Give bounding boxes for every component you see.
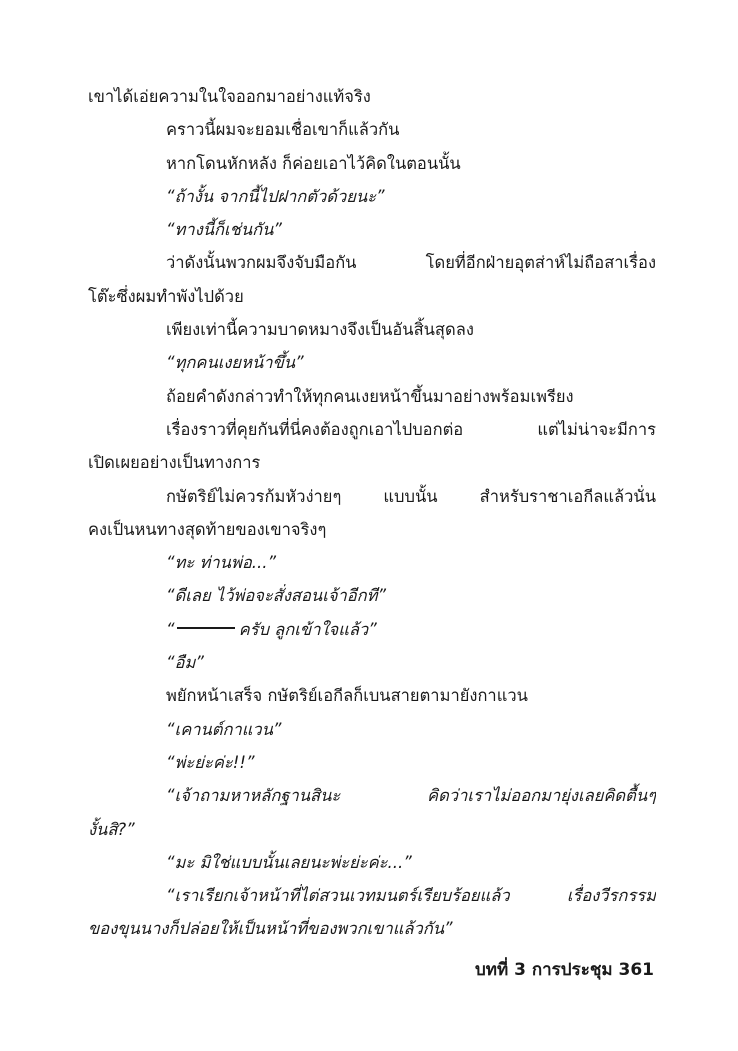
text-line: เพียงเท่านี้ความบาดหมางจึงเป็นอันสิ้นสุดลง bbox=[166, 320, 474, 340]
dialogue-line: “อืม” bbox=[166, 653, 204, 673]
dialogue-line: “ถ้างั้น จากนี้ไปฝากตัวด้วยนะ” bbox=[166, 186, 385, 206]
dialogue-line: “ทางนี้ก็เช่นกัน” bbox=[166, 220, 282, 240]
dialogue-line: “เจ้าถามหาหลักฐานสินะ คิดว่าเราไม่ออกมายุ่งเลยคิดตื้นๆ bbox=[166, 786, 656, 806]
text-line: หากโดนหักหลัง ก็ค่อยเอาไว้คิดในตอนนั้น bbox=[166, 153, 461, 173]
dialogue-line: “ดีเลย ไว้พ่อจะสั่งสอนเจ้าอีกที” bbox=[166, 586, 387, 606]
dialogue-line bbox=[88, 613, 656, 646]
dialogue-line: “ทุกคนเงยหน้าขึ้น” bbox=[166, 353, 304, 373]
page-footer: บทที่ 3 การประชุม 361 bbox=[474, 960, 654, 980]
dialogue-line: “เราเรียกเจ้าหน้าที่ไต่สวนเวทมนตร์เรียบร้อยแล้ว เรื่องวีรกรรม bbox=[166, 886, 656, 906]
dialogue-line: งั้นสิ?” bbox=[88, 819, 135, 839]
text-line: คงเป็นหนทางสุดท้ายของเขาจริงๆ bbox=[88, 519, 327, 539]
text-line: ถ้อยคำดังกล่าวทำให้ทุกคนเงยหน้าขึ้นมาอย่างพร้อมเพรียง bbox=[166, 386, 574, 406]
text-line: คราวนี้ผมจะยอมเชื่อเขาก็แล้วกัน bbox=[166, 120, 400, 140]
text-line: เรื่องราวที่คุยกันที่นี่คงต้องถูกเอาไปบอกต่อ แต่ไม่น่าจะมีการ bbox=[166, 419, 656, 439]
text-line: โต๊ะซึ่งผมทำพังไปด้วย bbox=[88, 286, 244, 306]
text-line: ว่าดังนั้นพวกผมจึงจับมือกัน โดยที่อีกฝ่ายอุตส่าห์ไม่ถือสาเรื่อง bbox=[166, 253, 656, 273]
text-line: พยักหน้าเสร็จ กษัตริย์เอกีลก็เบนสายตามายังกาแวน bbox=[166, 686, 528, 706]
dialogue-line: “ทะ ท่านพ่อ...” bbox=[166, 553, 277, 573]
dialogue-line: “พ่ะย่ะค่ะ!!” bbox=[166, 752, 255, 772]
dialogue-line: “เคานต์กาแวน” bbox=[166, 719, 282, 739]
body-text bbox=[88, 80, 656, 946]
text-line: กษัตริย์ไม่ควรก้มหัวง่ายๆ แบบนั้น สำหรับราชาเอกีลแล้วนั่น bbox=[166, 486, 656, 506]
em-dash-rule bbox=[177, 627, 235, 629]
dialogue-line: ของขุนนางก็ปล่อยให้เป็นหน้าที่ของพวกเขาแล้วกัน” bbox=[88, 919, 453, 939]
dialogue-line: “มะ มิใช่แบบนั้นเลยนะพ่ะย่ะค่ะ...” bbox=[166, 852, 412, 872]
open-quote: “ bbox=[166, 619, 175, 639]
text-line: เขาได้เอ่ยความในใจออกมาอย่างแท้จริง bbox=[88, 87, 371, 106]
dialogue-text: ครับ ลูกเข้าใจแล้ว” bbox=[238, 619, 377, 639]
text-line: เปิดเผยอย่างเป็นทางการ bbox=[88, 453, 261, 473]
